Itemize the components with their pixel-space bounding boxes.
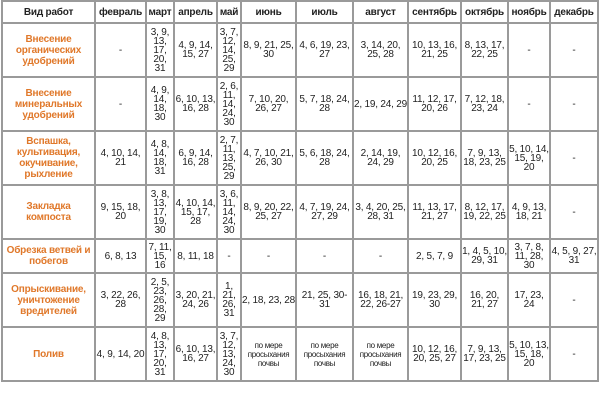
date-cell: 2, 14, 19, 24, 29 bbox=[353, 131, 408, 185]
work-type: Полив bbox=[2, 327, 95, 381]
date-cell: 3, 7, 12, 14, 25, 29 bbox=[217, 23, 241, 77]
date-cell: - bbox=[95, 23, 146, 77]
date-cell: - bbox=[95, 77, 146, 131]
date-cell: - bbox=[550, 185, 598, 239]
date-cell: 3, 4, 20, 25, 28, 31 bbox=[353, 185, 408, 239]
date-cell: - bbox=[508, 23, 550, 77]
date-cell: 3, 6, 11, 14, 24, 30 bbox=[217, 185, 241, 239]
date-cell: 4, 5, 9, 27, 31 bbox=[550, 239, 598, 273]
date-cell: 16, 18, 21, 22, 26-27 bbox=[353, 273, 408, 327]
date-cell: 2, 5, 7, 9 bbox=[408, 239, 461, 273]
lunar-calendar-table bbox=[1, 0, 599, 382]
work-type: Обрезка ветвей и побегов bbox=[2, 239, 95, 273]
column-header: апрель bbox=[174, 1, 217, 23]
column-header: июль bbox=[296, 1, 353, 23]
date-cell: 2, 19, 24, 29 bbox=[353, 77, 408, 131]
work-type: Внесение минеральных удобрений bbox=[2, 77, 95, 131]
date-cell: 9, 15, 18, 20 bbox=[95, 185, 146, 239]
date-cell: 7, 10, 20, 26, 27 bbox=[241, 77, 296, 131]
date-cell: 2, 5, 23, 26, 28, 29 bbox=[146, 273, 174, 327]
date-cell: 7, 9, 13, 18, 23, 25 bbox=[461, 131, 508, 185]
date-cell: 11, 13, 17, 21, 27 bbox=[408, 185, 461, 239]
header-row bbox=[2, 1, 598, 23]
date-cell: - bbox=[550, 273, 598, 327]
date-cell: 1, 21, 26, 31 bbox=[217, 273, 241, 327]
date-cell: 2, 6, 11, 14, 24, 30 bbox=[217, 77, 241, 131]
date-cell: 3, 7, 12, 13, 24, 30 bbox=[217, 327, 241, 381]
date-cell: - bbox=[241, 239, 296, 273]
date-cell: 4, 7, 19, 24, 27, 29 bbox=[296, 185, 353, 239]
date-cell: 19, 23, 29, 30 bbox=[408, 273, 461, 327]
date-cell: 3, 20, 21, 24, 26 bbox=[174, 273, 217, 327]
date-cell: 7, 9, 13, 17, 23, 25 bbox=[461, 327, 508, 381]
date-cell: 5, 7, 18, 24, 28 bbox=[296, 77, 353, 131]
table-row bbox=[2, 185, 598, 239]
column-header: июнь bbox=[241, 1, 296, 23]
date-cell: 10, 13, 16, 21, 25 bbox=[408, 23, 461, 77]
date-cell: 16, 20, 21, 27 bbox=[461, 273, 508, 327]
date-cell: 7, 11, 15, 16 bbox=[146, 239, 174, 273]
column-header: май bbox=[217, 1, 241, 23]
date-cell: 7, 12, 18, 23, 24 bbox=[461, 77, 508, 131]
date-cell: 8, 12, 17, 19, 22, 25 bbox=[461, 185, 508, 239]
date-cell: 4, 6, 19, 23, 27 bbox=[296, 23, 353, 77]
date-cell: 3, 9, 13, 17, 20, 31 bbox=[146, 23, 174, 77]
date-cell: 4, 9, 14, 20 bbox=[95, 327, 146, 381]
date-cell: 4, 10, 14, 21 bbox=[95, 131, 146, 185]
column-header: Вид работ bbox=[2, 1, 95, 23]
date-cell: - bbox=[296, 239, 353, 273]
date-cell: 6, 10, 13, 16, 27 bbox=[174, 327, 217, 381]
date-cell: - bbox=[550, 327, 598, 381]
column-header: декабрь bbox=[550, 1, 598, 23]
date-cell: 4, 8, 13, 17, 20, 31 bbox=[146, 327, 174, 381]
date-cell: 17, 23, 24 bbox=[508, 273, 550, 327]
date-cell: 5, 10, 14, 15, 19, 20 bbox=[508, 131, 550, 185]
date-cell: 8, 11, 18 bbox=[174, 239, 217, 273]
column-header: август bbox=[353, 1, 408, 23]
date-cell: 3, 22, 26, 28 bbox=[95, 273, 146, 327]
date-cell: 8, 13, 17, 22, 25 bbox=[461, 23, 508, 77]
date-cell: 8, 9, 20, 22, 25, 27 bbox=[241, 185, 296, 239]
date-cell: - bbox=[550, 131, 598, 185]
date-cell: 2, 18, 23, 28 bbox=[241, 273, 296, 327]
date-cell: - bbox=[550, 77, 598, 131]
work-type: Вспашка, культивация, окучивание, рыхление bbox=[2, 131, 95, 185]
column-header: сентябрь bbox=[408, 1, 461, 23]
work-type: Закладка компоста bbox=[2, 185, 95, 239]
column-header: октябрь bbox=[461, 1, 508, 23]
date-cell: 6, 9, 14, 16, 28 bbox=[174, 131, 217, 185]
work-type: Внесение органических удобрений bbox=[2, 23, 95, 77]
column-header: ноябрь bbox=[508, 1, 550, 23]
date-cell: по мере просыхания почвы bbox=[296, 327, 353, 381]
date-cell: 3, 8, 13, 17, 19, 30 bbox=[146, 185, 174, 239]
date-cell: 5, 10, 13, 15, 18, 20 bbox=[508, 327, 550, 381]
date-cell: по мере просыхания почвы bbox=[241, 327, 296, 381]
table-row bbox=[2, 239, 598, 273]
date-cell: - bbox=[550, 23, 598, 77]
table-row bbox=[2, 77, 598, 131]
table-row bbox=[2, 327, 598, 381]
date-cell: 4, 8, 14, 18, 31 bbox=[146, 131, 174, 185]
date-cell: 4, 9, 13, 18, 21 bbox=[508, 185, 550, 239]
date-cell: 3, 14, 20, 25, 28 bbox=[353, 23, 408, 77]
date-cell: - bbox=[217, 239, 241, 273]
date-cell: - bbox=[508, 77, 550, 131]
date-cell: 4, 9, 14, 18, 30 bbox=[146, 77, 174, 131]
date-cell: 6, 10, 13, 16, 28 bbox=[174, 77, 217, 131]
date-cell: 5, 6, 18, 24, 28 bbox=[296, 131, 353, 185]
table-row bbox=[2, 273, 598, 327]
date-cell: 8, 9, 21, 25, 30 bbox=[241, 23, 296, 77]
date-cell: - bbox=[353, 239, 408, 273]
date-cell: 10, 12, 16, 20, 25, 27 bbox=[408, 327, 461, 381]
date-cell: 1, 4, 5, 10, 29, 31 bbox=[461, 239, 508, 273]
table-row bbox=[2, 131, 598, 185]
table-row bbox=[2, 23, 598, 77]
date-cell: по мере просыхания почвы bbox=[353, 327, 408, 381]
date-cell: 21, 25, 30-31 bbox=[296, 273, 353, 327]
date-cell: 2, 7, 11, 13, 25, 29 bbox=[217, 131, 241, 185]
date-cell: 10, 12, 16, 20, 25 bbox=[408, 131, 461, 185]
column-header: февраль bbox=[95, 1, 146, 23]
date-cell: 4, 9, 14, 15, 27 bbox=[174, 23, 217, 77]
work-type: Опрыскивание, уничтожение вредителей bbox=[2, 273, 95, 327]
date-cell: 3, 7, 8, 11, 28, 30 bbox=[508, 239, 550, 273]
date-cell: 4, 10, 14, 15, 17, 28 bbox=[174, 185, 217, 239]
date-cell: 11, 12, 17, 20, 26 bbox=[408, 77, 461, 131]
column-header: март bbox=[146, 1, 174, 23]
date-cell: 6, 8, 13 bbox=[95, 239, 146, 273]
date-cell: 4, 7, 10, 21, 26, 30 bbox=[241, 131, 296, 185]
